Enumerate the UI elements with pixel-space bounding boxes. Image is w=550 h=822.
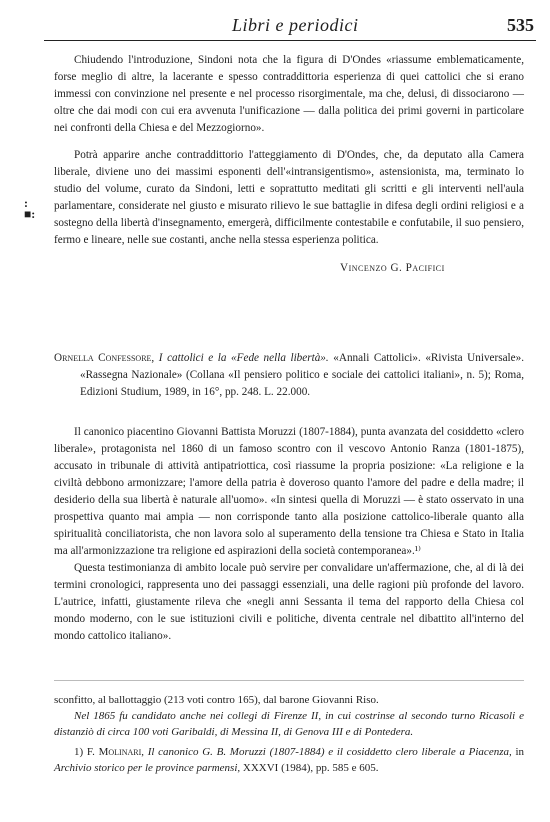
margin-mark: : (24, 196, 28, 210)
paragraph: Il canonico piacentino Giovanni Battista Moruzzi (1807-1884), punta avanzata del cosiddetto «clero liberale», protagonista nel 1860 di un famoso scontro con il vescovo Antonio Ranza (1801-1875), accusato in tribunale di attività antipatriottica, così riassume la propria posizione: «La religione e la civiltà debbono armonizzare; l'amore della patria è doveroso quanto l'amore del padre e della madre; il desiderio della sua libertà è naturale all'uomo». «In sintesi quella di Moruzzi — è stato osservato in una prospettiva quanto mai ampia — non corrisponde tanto alla posizione cattolico-liberale quanto alla spiritualità conciliatorista, che non lavora solo al superamento della tensione tra Chiesa e Stato in Italia ma all'armonizzazione tra religione ed aspirazioni della società contemporanea».¹⁾ (54, 426, 524, 557)
bibliographic-entry (54, 350, 524, 401)
footnotes (54, 692, 524, 776)
footnote-text: sconfitto, al ballottaggio (213 voti contro 165), dal barone Giovanni Riso. (54, 694, 379, 706)
page-number: 535 (507, 15, 534, 35)
footnote-1 (54, 744, 524, 776)
footnote-author: F. Molinari, (86, 746, 145, 758)
footnote-text: Nel 1865 fu candidato anche nei collegi di Firenze II, in cui costrinse al secondo turno Ricasoli e distanziò di circa 100 voti Garibaldi, di Messina II, di Genova III e di Pontedera. (54, 710, 524, 738)
footnote-divider (54, 680, 524, 681)
header-title: Libri e periodici (232, 15, 359, 35)
paragraph: Potrà apparire anche contraddittorio l'atteggiamento di D'Ondes, che, da deputato alla Camera liberale, diviene uno dei massimi esponenti dell'«intransigentismo», astensionista, ma, terminato lo studio del volume, curato da Sindoni, letti e soprattutto meditati gli scritti e gli interventi nell'aula parlamentare, considerate nel giusto e misurato rilievo le sue battaglie in difesa degli ordini religiosi e a sostegno della libertà d'insegnamento, emergerà, difficilmente contestabile e confutabile, il suo pensiero, fermo e lineare, nelle sue costanti, anche nella stessa esperienza politica. (54, 149, 524, 246)
review-body (54, 424, 524, 645)
running-header (44, 14, 536, 41)
paragraph: Chiudendo l'introduzione, Sindoni nota che la figura di D'Ondes «riassume emblematicamente, forse meglio di altre, la lacerante e spesso contraddittoria esperienza di quei cattolici che si erano immessi con convinzione nel presente e nel processo risorgimentale, ma che, delusi, di dissociarono — oltre che dai modi con cui era avvenuta l'unificazione — dalla politica dei primi governi in particolare nei confronti della Chiesa e del Mezzogiorno». (54, 54, 524, 134)
footnote-marker: 1) (74, 746, 84, 758)
bib-author: Ornella Confessore, (54, 352, 155, 364)
margin-mark: ■: (24, 207, 36, 221)
paragraph: Questa testimonianza di ambito locale può servire per convalidare un'affermazione, che, al di là dei termini cronologici, rappresenta uno dei passaggi essenziali, una delle ragioni più profonde del lavoro. L'autrice, infatti, giustamente rileva che «negli anni Sessanta il tema del rapporto della Chiesa col mondo moderno, con le sue istituzioni civili e politiche, diventa centrale nel dibattito all'interno del mondo cattolico italiano». (54, 562, 524, 642)
bib-title: I cattolici e la «Fede nella libertà». (158, 352, 329, 364)
footnote-journal: Archivio storico per le province parmensi, (54, 762, 241, 774)
footnote-title: Il canonico G. B. Moruzzi (1807-1884) e il cosiddetto clero liberale a Piacenza, (147, 746, 512, 758)
bib-details: «Annali Cattolici». «Rivista Universale». «Rassegna Nazionale» (Collana «Il pensiero politico e sociale dei cattolici italiani», n. 5); Roma, Edizioni Studium, 1989, in 16°, pp. 248. L. 22.000. (80, 352, 525, 398)
review-continuation (54, 52, 524, 249)
footnote-details: XXXVI (1984), pp. 585 e 605. (242, 762, 379, 774)
reviewer-signature: Vincenzo G. Pacifici (340, 262, 445, 274)
footnote-in: in (515, 746, 525, 758)
